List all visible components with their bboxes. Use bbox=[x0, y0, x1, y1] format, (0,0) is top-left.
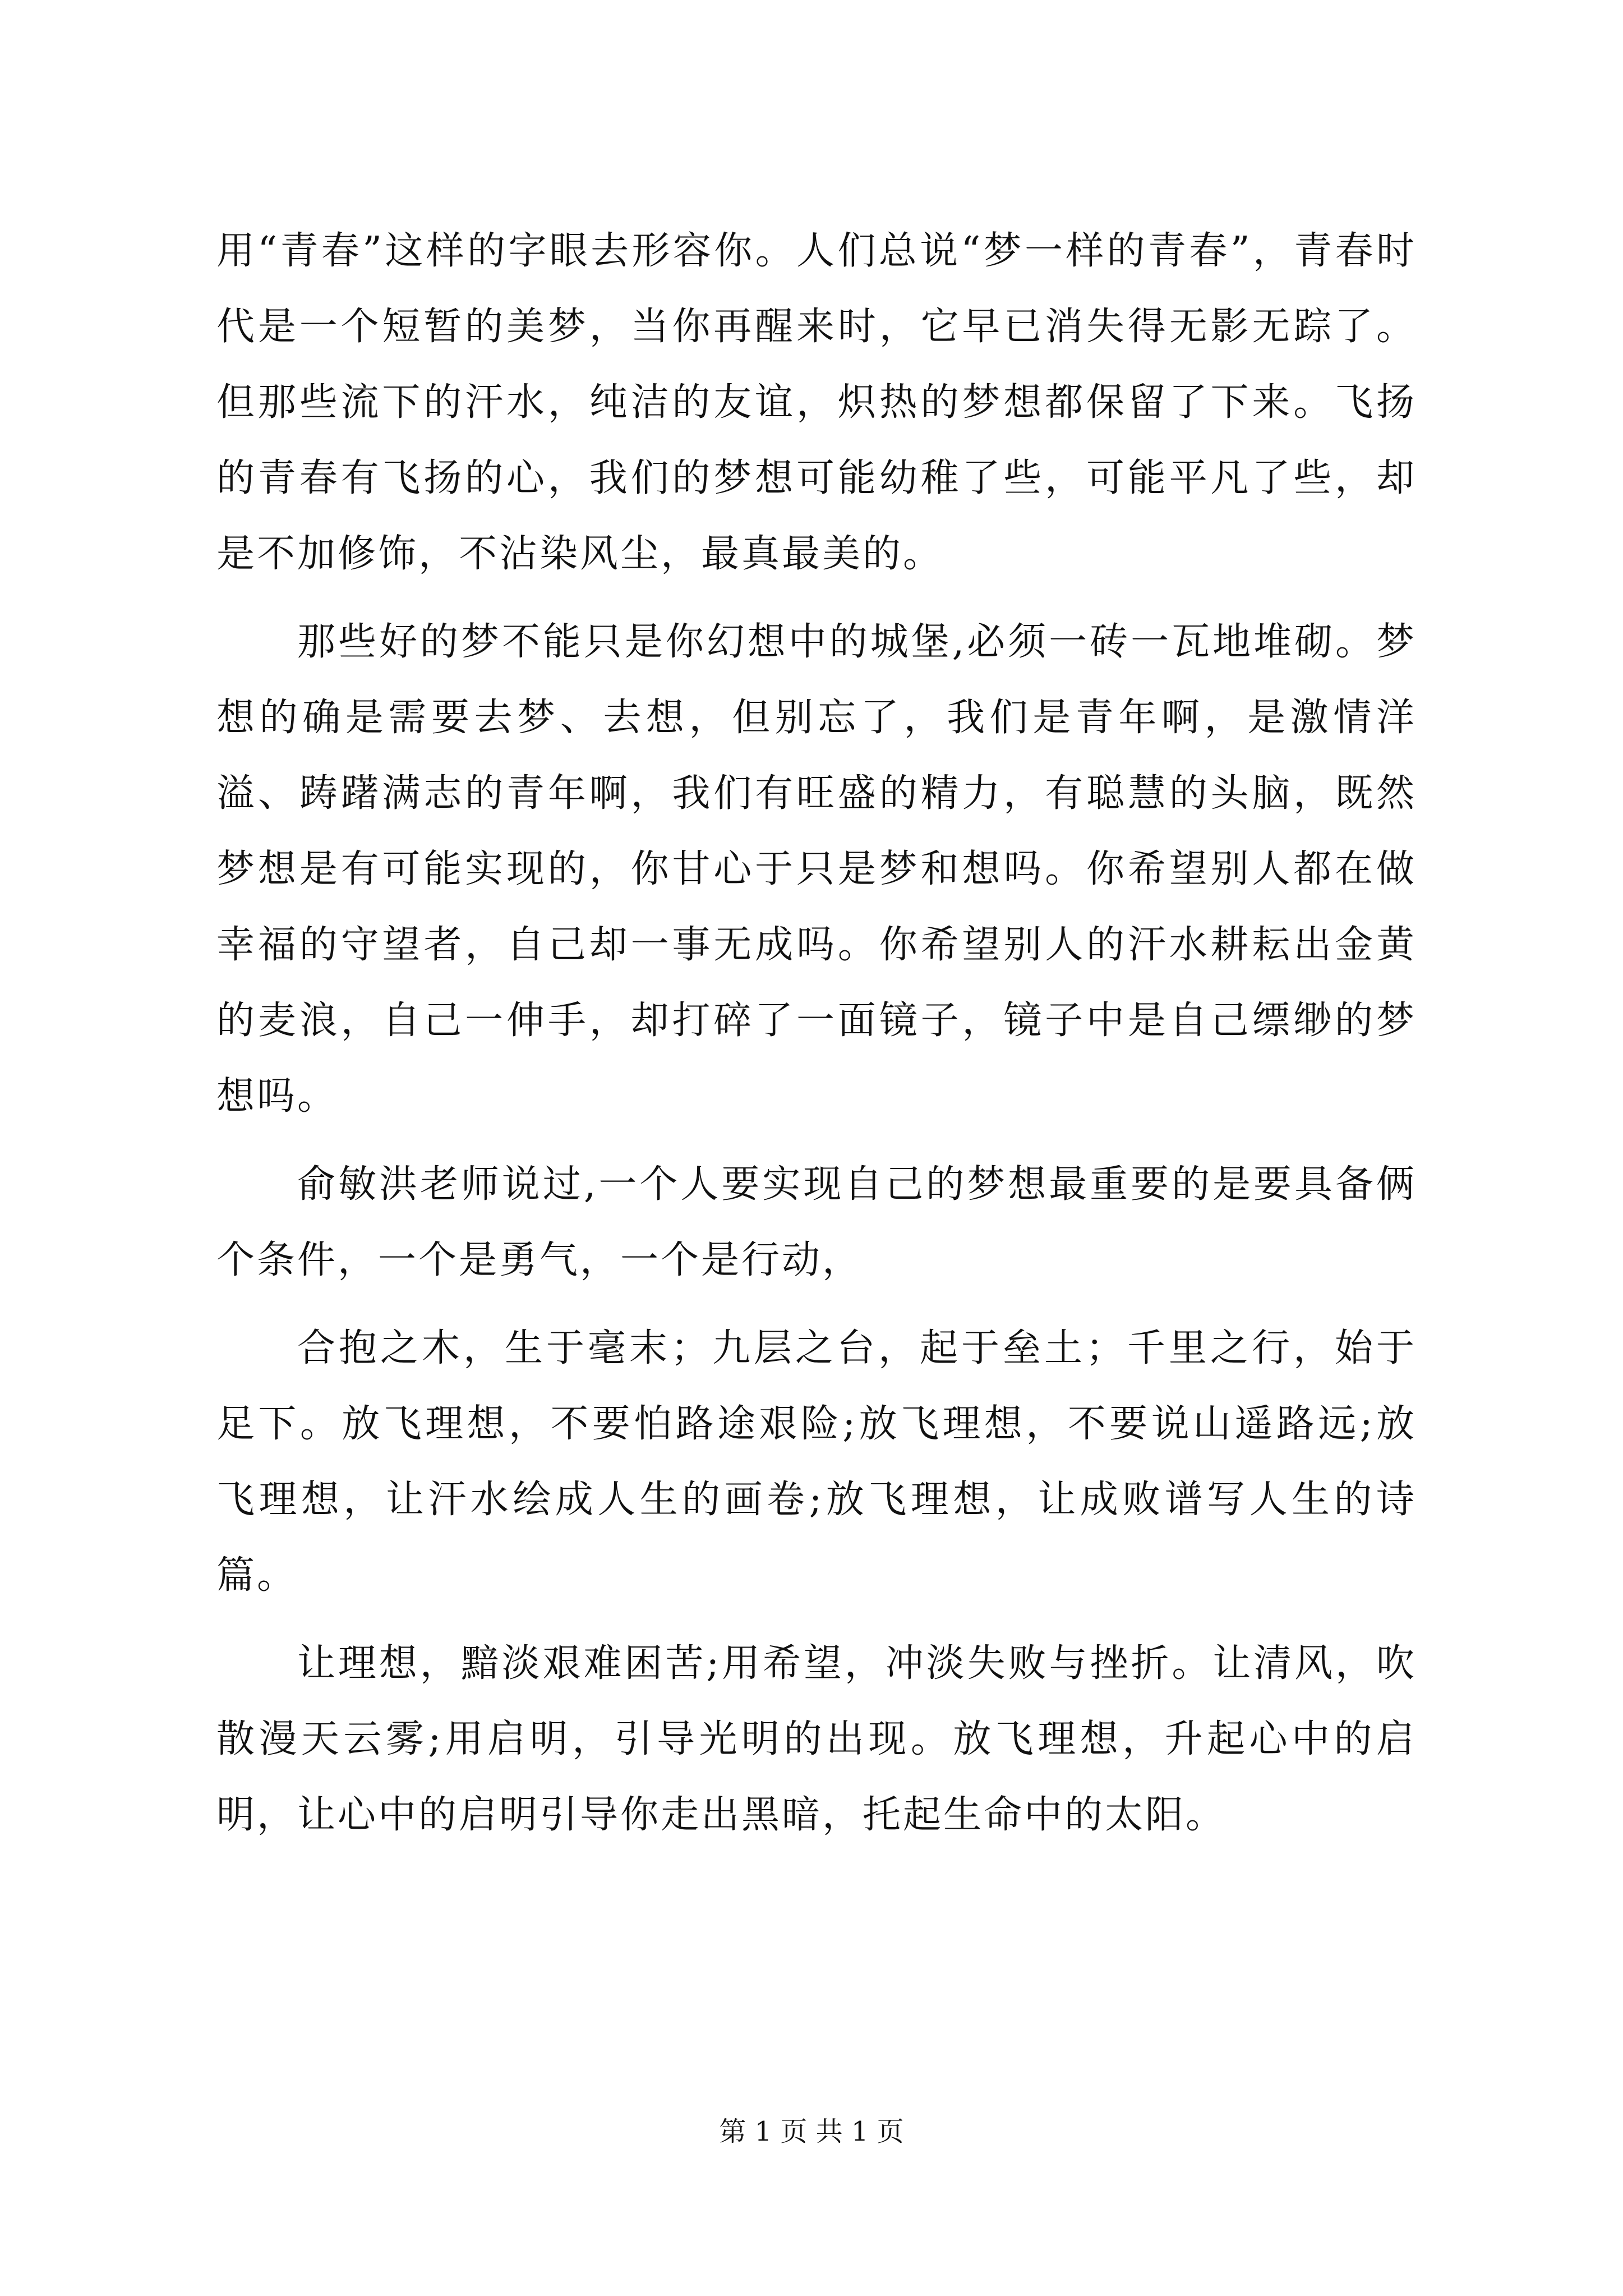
paragraph-1: 用“青春”这样的字眼去形容你。人们总说“梦一样的青春”，青春时代是一个短暂的美梦，当你再醒来时，它早已消失得无影无踪了。但那些流下的汗水，纯洁的友谊，炽热的梦想都保留了下来。飞扬的青春有飞扬的心，我们的梦想可能幼稚了些，可能平凡了些，却是不加修饰，不沾染风尘，最真最美的。 bbox=[216, 229, 1417, 576]
document-body bbox=[216, 213, 1417, 1853]
page-footer: 第 1 页 共 1 页 bbox=[719, 2116, 904, 2147]
paragraph-4: 合抱之木，生于毫末；九层之台，起于垒土；千里之行，始于足下。放飞理想，不要怕路途艰险;放飞理想，不要说山遥路远;放飞理想，让汗水绘成人生的画卷;放飞理想，让成败谱写人生的诗篇。 bbox=[216, 1326, 1417, 1598]
paragraph-5: 让理想，黯淡艰难困苦;用希望，冲淡失败与挫折。让清风，吹散漫天云雾;用启明，引导光明的出现。放飞理想，升起心中的启明，让心中的启明引导你走出黑暗，托起生命中的太阳。 bbox=[216, 1641, 1417, 1837]
paragraph-2: 那些好的梦不能只是你幻想中的城堡,必须一砖一瓦地堆砌。梦想的确是需要去梦、去想，但别忘了，我们是青年啊，是激情洋溢、踌躇满志的青年啊，我们有旺盛的精力，有聪慧的头脑，既然梦想是有可能实现的，你甘心于只是梦和想吗。你希望别人都在做幸福的守望者，自己却一事无成吗。你希望别人的汗水耕耘出金黄的麦浪，自己一伸手，却打碎了一面镜子，镜子中是自己缥缈的梦想吗。 bbox=[216, 620, 1417, 1119]
paragraph-3: 俞敏洪老师说过,一个人要实现自己的梦想最重要的是要具备俩个条件，一个是勇气，一个是行动， bbox=[216, 1162, 1417, 1282]
